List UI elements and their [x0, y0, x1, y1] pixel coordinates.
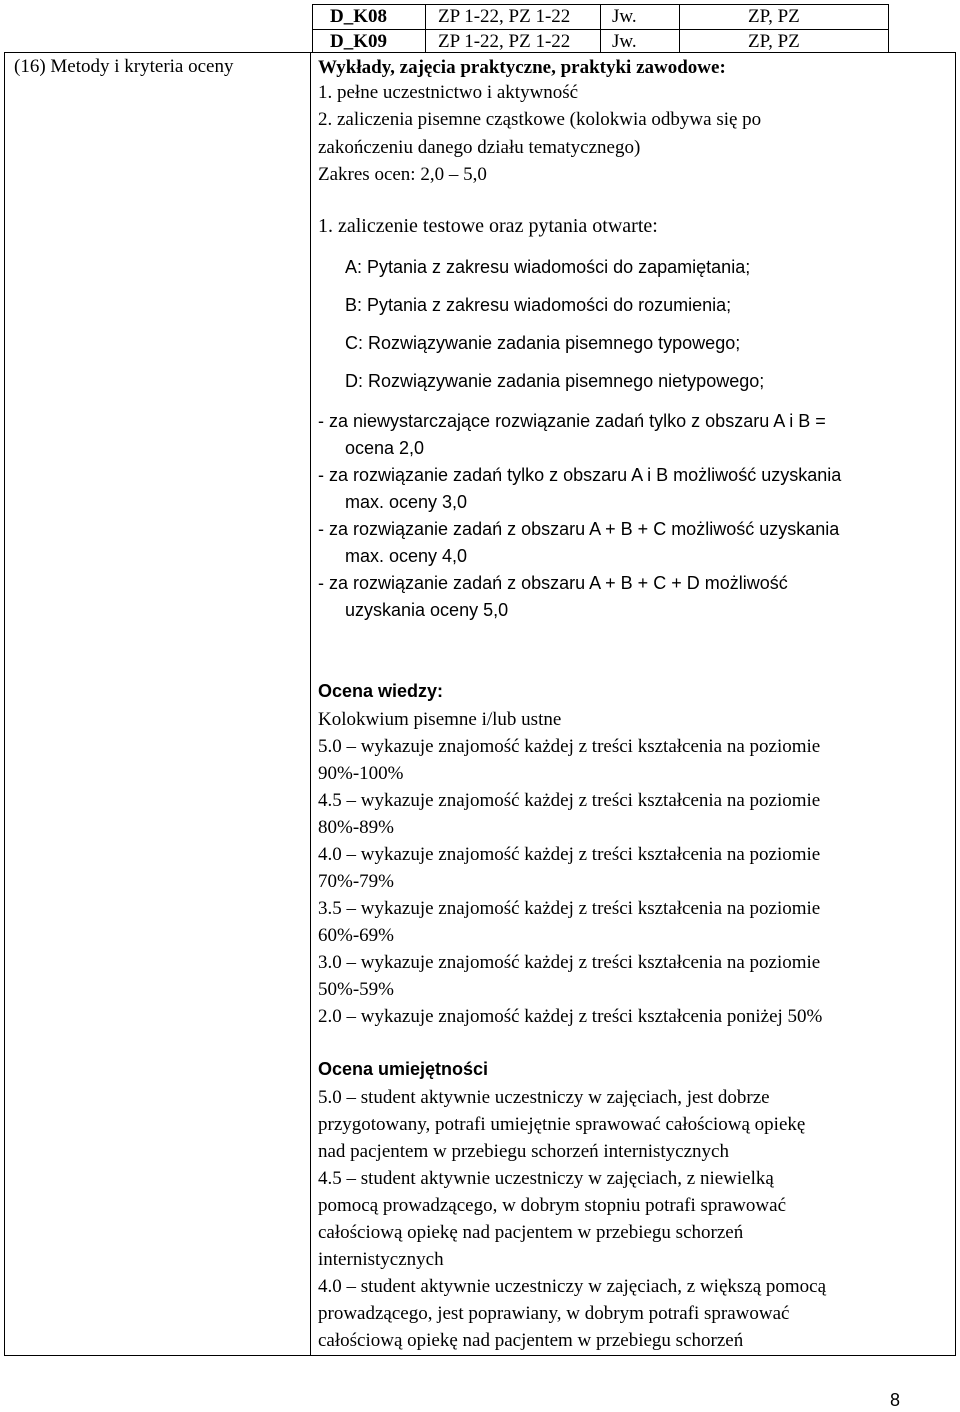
test-category-c: C: Rozwiązywanie zadania pisemnego typowego; — [345, 333, 741, 353]
methods-item2a: 2. zaliczenia pisemne cząstkowe (kolokwia odbywa się po — [318, 109, 762, 130]
top-table-border-left — [312, 4, 313, 52]
rule-2b: max. oceny 3,0 — [345, 492, 468, 512]
knowledge-grade-45b: 80%-89% — [318, 817, 394, 838]
test-category-d: D: Rozwiązywanie zadania pisemnego nietypowego; — [345, 371, 765, 391]
row1-code: D_K08 — [330, 6, 387, 27]
section-label — [14, 53, 234, 80]
rule-1a: - za niewystarczające rozwiązanie zadań tylko z obszaru A i B = — [318, 411, 826, 431]
grade-range: Zakres ocen: 2,0 – 5,0 — [318, 164, 487, 185]
knowledge-grade-50b: 90%-100% — [318, 763, 404, 784]
row2-refs: ZP 1-22, PZ 1-22 — [438, 31, 571, 52]
top-table-border-right — [888, 4, 889, 52]
knowledge-grade-45a: 4.5 – wykazuje znajomość każdej z treści kształcenia na poziomie — [318, 790, 821, 811]
skills-grade-50b: przygotowany, potrafi umiejętnie sprawować całościową opiekę — [318, 1114, 806, 1135]
skills-grade-40b: prowadzącego, jest poprawiany, w dobrym potrafi sprawować — [318, 1303, 790, 1324]
top-table-col3 — [679, 4, 680, 52]
rule-2a: - za rozwiązanie zadań tylko z obszaru A i B możliwość uzyskania — [318, 465, 842, 485]
knowledge-heading: Ocena wiedzy: — [318, 681, 444, 701]
top-table-col1 — [425, 4, 426, 52]
methods-heading: Wykłady, zajęcia praktyczne, praktyki zawodowe: — [318, 57, 726, 78]
skills-grade-45b: pomocą prowadzącego, w dobrym stopniu potrafi sprawować — [318, 1195, 786, 1216]
page-number: 8 — [890, 1390, 901, 1410]
main-table-border-left — [4, 52, 5, 1356]
skills-grade-50c: nad pacjentem w przebiegu schorzeń internistycznych — [318, 1141, 729, 1162]
test-intro: 1. zaliczenie testowe oraz pytania otwarte: — [318, 215, 658, 237]
knowledge-grade-35a: 3.5 – wykazuje znajomość każdej z treści kształcenia na poziomie — [318, 898, 821, 919]
row2-type: Jw. — [612, 31, 637, 52]
knowledge-subtitle: Kolokwium pisemne i/lub ustne — [318, 709, 562, 730]
rule-3a: - za rozwiązanie zadań z obszaru A + B + C możliwość uzyskania — [318, 519, 840, 539]
row2-form: ZP, PZ — [748, 31, 800, 52]
main-table-border-bottom — [4, 1355, 956, 1356]
skills-heading: Ocena umiejętności — [318, 1059, 489, 1079]
skills-grade-40c: całościową opiekę nad pacjentem w przebiegu schorzeń — [318, 1330, 744, 1351]
section-number: (16) — [14, 56, 46, 77]
methods-item1: 1. pełne uczestnictwo i aktywność — [318, 82, 579, 103]
main-table-border-right — [955, 52, 956, 1356]
rule-3b: max. oceny 4,0 — [345, 546, 468, 566]
row1-form: ZP, PZ — [748, 6, 800, 27]
main-table-divider — [310, 52, 311, 1356]
top-table-col2 — [600, 4, 601, 52]
section-title: Metody i kryteria oceny — [50, 56, 234, 77]
knowledge-grade-50a: 5.0 – wykazuje znajomość każdej z treści kształcenia na poziomie — [318, 736, 821, 757]
skills-grade-50a: 5.0 – student aktywnie uczestniczy w zajęciach, jest dobrze — [318, 1087, 770, 1108]
row2-code: D_K09 — [330, 31, 387, 52]
knowledge-grade-30a: 3.0 – wykazuje znajomość każdej z treści kształcenia na poziomie — [318, 952, 821, 973]
rule-1b: ocena 2,0 — [345, 438, 425, 458]
row1-refs: ZP 1-22, PZ 1-22 — [438, 6, 571, 27]
skills-grade-40a: 4.0 – student aktywnie uczestniczy w zajęciach, z większą pomocą — [318, 1276, 827, 1297]
knowledge-grade-20: 2.0 – wykazuje znajomość każdej z treści kształcenia poniżej 50% — [318, 1006, 823, 1027]
knowledge-grade-40a: 4.0 – wykazuje znajomość każdej z treści kształcenia na poziomie — [318, 844, 821, 865]
test-category-a: A: Pytania z zakresu wiadomości do zapamiętania; — [345, 257, 751, 277]
knowledge-grade-30b: 50%-59% — [318, 979, 394, 1000]
knowledge-grade-40b: 70%-79% — [318, 871, 394, 892]
rule-4b: uzyskania oceny 5,0 — [345, 600, 509, 620]
methods-item2b: zakończeniu danego działu tematycznego) — [318, 137, 641, 158]
knowledge-grade-35b: 60%-69% — [318, 925, 394, 946]
skills-grade-45a: 4.5 – student aktywnie uczestniczy w zajęciach, z niewielką — [318, 1168, 774, 1189]
skills-grade-45d: internistycznych — [318, 1249, 444, 1270]
row1-type: Jw. — [612, 6, 637, 27]
test-category-b: B: Pytania z zakresu wiadomości do rozumienia; — [345, 295, 732, 315]
rule-4a: - za rozwiązanie zadań z obszaru A + B + C + D możliwość — [318, 573, 788, 593]
skills-grade-45c: całościową opiekę nad pacjentem w przebiegu schorzeń — [318, 1222, 744, 1243]
